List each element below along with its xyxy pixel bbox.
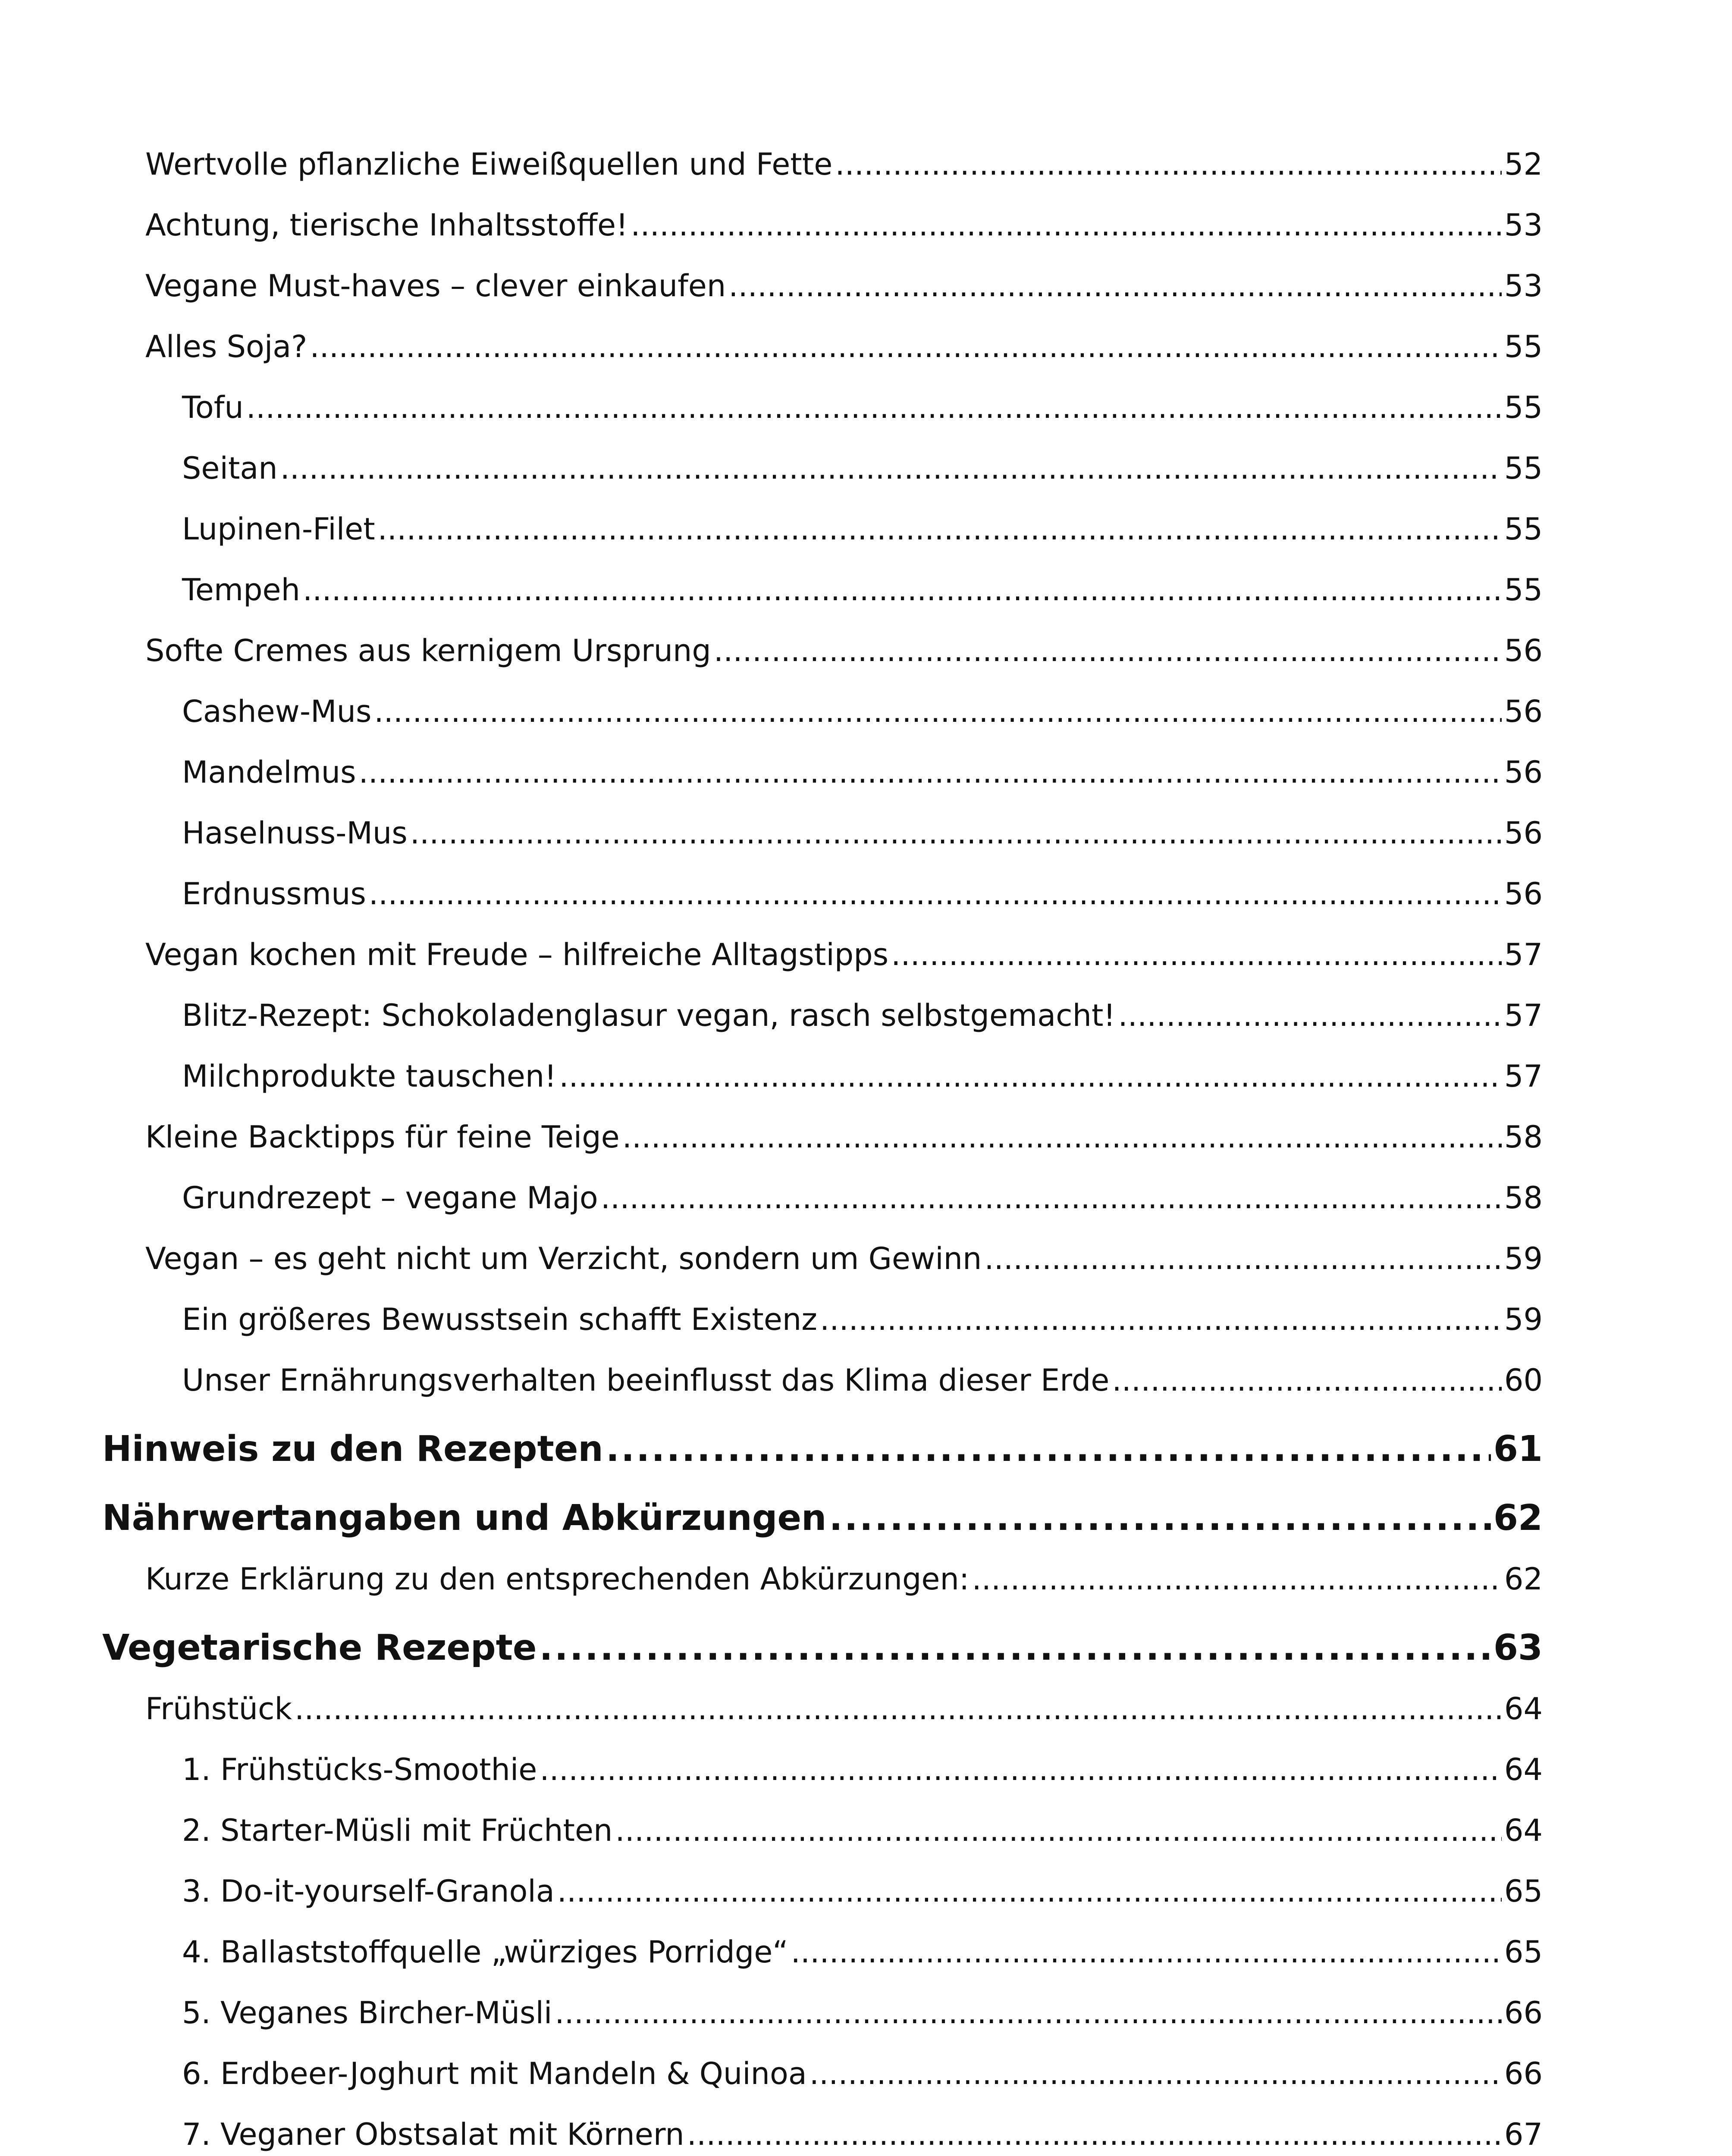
toc-entry-page-number: 63	[1493, 1627, 1543, 1668]
toc-entry-page-number: 56	[1504, 876, 1543, 912]
toc-subsection-entry[interactable]	[102, 1180, 1543, 1241]
toc-section-entry[interactable]	[102, 633, 1543, 694]
toc-entry-title: Softe Cremes aus kernigem Ursprung	[145, 633, 711, 668]
table-of-contents	[102, 147, 1543, 2156]
toc-subsection-entry[interactable]	[102, 1059, 1543, 1119]
toc-subsection-entry[interactable]	[102, 572, 1543, 633]
toc-subsection-entry[interactable]	[102, 815, 1543, 876]
toc-entry-title: Achtung, tierische Inhaltsstoffe!	[145, 207, 628, 243]
toc-subsection-entry[interactable]	[102, 694, 1543, 755]
toc-entry-page-number: 67	[1504, 2117, 1543, 2152]
toc-entry-title: 5. Veganes Bircher-Müsli	[182, 1995, 552, 2031]
toc-section-entry[interactable]	[102, 207, 1543, 268]
toc-entry-title: 1. Frühstücks-Smoothie	[182, 1752, 537, 1787]
dot-leader	[791, 1934, 1502, 1970]
dot-leader	[540, 1752, 1502, 1787]
toc-subsection-entry[interactable]	[102, 876, 1543, 937]
toc-entry-title: Vegan kochen mit Freude – hilfreiche Alltagstipps	[145, 937, 889, 972]
toc-entry-page-number: 66	[1504, 1995, 1543, 2031]
dot-leader	[410, 815, 1502, 851]
toc-section-entry[interactable]	[102, 937, 1543, 998]
dot-leader	[631, 207, 1502, 243]
toc-entry-page-number: 62	[1493, 1498, 1543, 1539]
toc-subsection-entry[interactable]	[102, 2117, 1543, 2156]
dot-leader	[280, 451, 1502, 486]
toc-entry-page-number: 61	[1493, 1429, 1543, 1470]
toc-entry-title: Hinweis zu den Rezepten	[102, 1429, 603, 1470]
toc-subsection-entry[interactable]	[102, 390, 1543, 451]
dot-leader	[687, 2117, 1502, 2152]
dot-leader	[555, 1995, 1502, 2031]
toc-entry-page-number: 62	[1504, 1561, 1543, 1597]
toc-entry-page-number: 57	[1504, 998, 1543, 1033]
dot-leader	[984, 1241, 1502, 1276]
dot-leader	[557, 1874, 1502, 1909]
toc-entry-title: Vegan – es geht nicht um Verzicht, sondern um Gewinn	[145, 1241, 982, 1276]
toc-entry-title: Tofu	[182, 390, 244, 425]
toc-section-entry[interactable]	[102, 1241, 1543, 1302]
toc-entry-title: Kurze Erklärung zu den entsprechenden Abkürzungen:	[145, 1561, 970, 1597]
toc-entry-title: Mandelmus	[182, 755, 356, 790]
toc-entry-page-number: 59	[1504, 1302, 1543, 1337]
dot-leader	[359, 755, 1502, 790]
toc-entry-title: Alles Soja?	[145, 329, 307, 364]
dot-leader	[622, 1119, 1502, 1155]
toc-entry-title: Wertvolle pflanzliche Eiweißquellen und Fette	[145, 147, 833, 182]
toc-entry-page-number: 64	[1504, 1813, 1543, 1848]
toc-subsection-entry[interactable]	[102, 1302, 1543, 1363]
toc-entry-page-number: 55	[1504, 511, 1543, 547]
dot-leader	[378, 511, 1502, 547]
toc-entry-page-number: 57	[1504, 1059, 1543, 1094]
toc-subsection-entry[interactable]	[102, 451, 1543, 511]
dot-leader	[714, 633, 1502, 668]
toc-entry-page-number: 53	[1504, 268, 1543, 304]
dot-leader	[1118, 998, 1502, 1033]
dot-leader	[810, 2056, 1502, 2091]
toc-subsection-entry[interactable]	[102, 511, 1543, 572]
toc-subsection-entry[interactable]	[102, 1813, 1543, 1874]
toc-entry-page-number: 55	[1504, 390, 1543, 425]
toc-entry-title: 6. Erdbeer-Joghurt mit Mandeln & Quinoa	[182, 2056, 807, 2091]
toc-entry-title: Frühstück	[145, 1691, 292, 1727]
toc-chapter-entry[interactable]	[102, 1423, 1543, 1492]
toc-entry-page-number: 53	[1504, 207, 1543, 243]
toc-entry-page-number: 64	[1504, 1752, 1543, 1787]
toc-section-entry[interactable]	[102, 1691, 1543, 1752]
dot-leader	[310, 329, 1502, 364]
toc-subsection-entry[interactable]	[102, 2056, 1543, 2117]
toc-subsection-entry[interactable]	[102, 1995, 1543, 2056]
toc-subsection-entry[interactable]	[102, 1874, 1543, 1934]
toc-entry-page-number: 55	[1504, 451, 1543, 486]
toc-entry-title: Tempeh	[182, 572, 300, 608]
toc-entry-page-number: 56	[1504, 694, 1543, 729]
toc-entry-page-number: 65	[1504, 1934, 1543, 1970]
dot-leader	[972, 1561, 1501, 1597]
toc-entry-title: Haselnuss-Mus	[182, 815, 408, 851]
dot-leader	[559, 1059, 1502, 1094]
toc-entry-page-number: 60	[1504, 1363, 1543, 1398]
toc-entry-title: Grundrezept – vegane Majo	[182, 1180, 598, 1216]
dot-leader	[835, 147, 1502, 182]
dot-leader	[246, 390, 1502, 425]
toc-entry-title: Vegetarische Rezepte	[102, 1627, 537, 1668]
toc-entry-title: 4. Ballaststoffquelle „würziges Porridge“	[182, 1934, 788, 1970]
dot-leader	[829, 1498, 1490, 1539]
toc-subsection-entry[interactable]	[102, 1363, 1543, 1423]
toc-entry-title: 2. Starter-Müsli mit Früchten	[182, 1813, 613, 1848]
toc-subsection-entry[interactable]	[102, 998, 1543, 1059]
toc-entry-page-number: 66	[1504, 2056, 1543, 2091]
dot-leader	[540, 1627, 1491, 1668]
dot-leader	[303, 572, 1502, 608]
toc-entry-title: 7. Veganer Obstsalat mit Körnern	[182, 2117, 684, 2152]
dot-leader	[615, 1813, 1501, 1848]
toc-chapter-entry[interactable]	[102, 1492, 1543, 1561]
toc-entry-page-number: 56	[1504, 815, 1543, 851]
toc-entry-title: Vegane Must-haves – clever einkaufen	[145, 268, 726, 304]
toc-entry-title: Erdnussmus	[182, 876, 366, 912]
dot-leader	[295, 1691, 1502, 1727]
dot-leader	[1112, 1363, 1502, 1398]
dot-leader	[601, 1180, 1502, 1216]
toc-entry-title: Milchprodukte tauschen!	[182, 1059, 557, 1094]
toc-entry-title: Seitan	[182, 451, 278, 486]
toc-entry-title: Unser Ernährungsverhalten beeinflusst das Klima dieser Erde	[182, 1363, 1110, 1398]
toc-entry-page-number: 56	[1504, 633, 1543, 668]
toc-entry-page-number: 56	[1504, 755, 1543, 790]
toc-section-entry[interactable]	[102, 329, 1543, 390]
dot-leader	[374, 694, 1502, 729]
toc-entry-title: Kleine Backtipps für feine Teige	[145, 1119, 620, 1155]
toc-entry-title: Lupinen-Filet	[182, 511, 375, 547]
toc-section-entry[interactable]	[102, 268, 1543, 329]
toc-section-entry[interactable]	[102, 147, 1543, 207]
dot-leader	[606, 1429, 1491, 1470]
toc-entry-page-number: 58	[1504, 1180, 1543, 1216]
dot-leader	[891, 937, 1502, 972]
toc-entry-page-number: 55	[1504, 329, 1543, 364]
toc-subsection-entry[interactable]	[102, 1934, 1543, 1995]
dot-leader	[820, 1302, 1502, 1337]
toc-entry-page-number: 65	[1504, 1874, 1543, 1909]
toc-entry-title: Nährwertangaben und Abkürzungen	[102, 1498, 827, 1539]
toc-entry-page-number: 58	[1504, 1119, 1543, 1155]
dot-leader	[728, 268, 1502, 304]
toc-entry-page-number: 59	[1504, 1241, 1543, 1276]
dot-leader	[369, 876, 1502, 912]
toc-subsection-entry[interactable]	[102, 755, 1543, 815]
toc-entry-page-number: 52	[1504, 147, 1543, 182]
toc-subsection-entry[interactable]	[102, 1752, 1543, 1813]
toc-chapter-entry[interactable]	[102, 1622, 1543, 1691]
toc-section-entry[interactable]	[102, 1561, 1543, 1622]
toc-section-entry[interactable]	[102, 1119, 1543, 1180]
toc-entry-title: Blitz-Rezept: Schokoladenglasur vegan, rasch selbstgemacht!	[182, 998, 1116, 1033]
toc-entry-title: 3. Do-it-yourself-Granola	[182, 1874, 555, 1909]
toc-entry-title: Cashew-Mus	[182, 694, 372, 729]
toc-entry-page-number: 64	[1504, 1691, 1543, 1727]
toc-entry-page-number: 55	[1504, 572, 1543, 608]
toc-entry-page-number: 57	[1504, 937, 1543, 972]
toc-entry-title: Ein größeres Bewusstsein schafft Existenz	[182, 1302, 818, 1337]
